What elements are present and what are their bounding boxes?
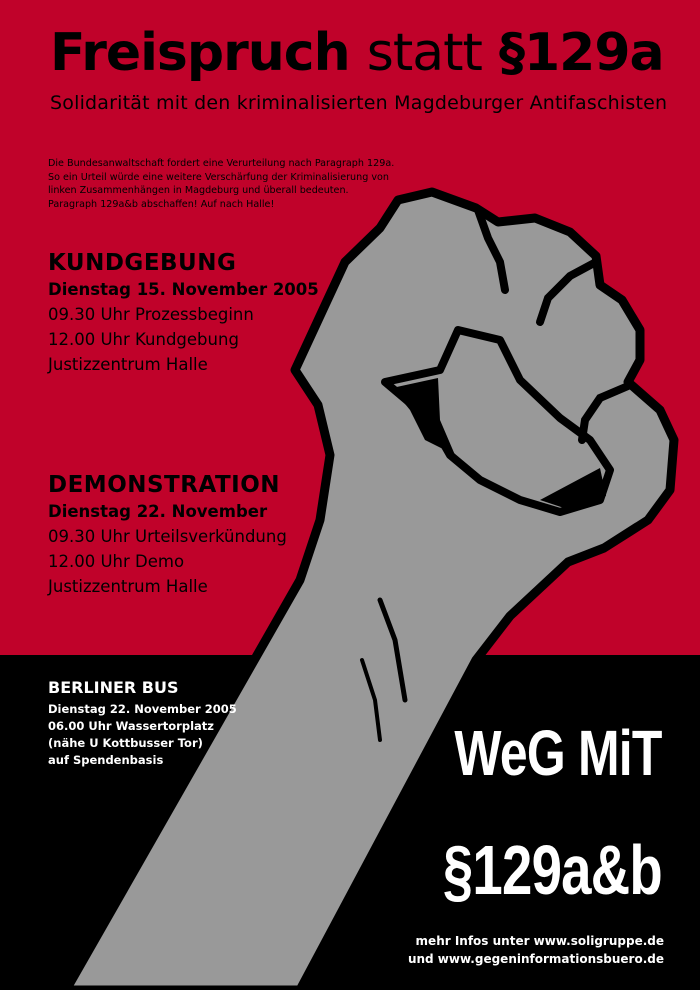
demonstration-line: 09.30 Uhr Urteilsverkündung [48,527,287,546]
footer-line: mehr Infos unter www.soligruppe.de [415,934,664,948]
page-title [50,22,664,84]
kundgebung-heading: KUNDGEBUNG [48,250,237,276]
intro-text [48,157,448,211]
bus-line: 06.00 Uhr Wassertorplatz [48,719,214,733]
slogan-line-2: §129a&b [442,831,662,909]
title-bold-2: §129a [498,23,664,83]
footer-info [408,932,664,968]
demonstration-line: Justizzentrum Halle [48,577,208,596]
bus-line: auf Spendenbasis [48,753,164,767]
demonstration-line: 12.00 Uhr Demo [48,552,185,571]
demonstration-heading: DEMONSTRATION [48,472,281,498]
kundgebung-date: Dienstag 15. November 2005 [48,280,319,299]
footer-line: und www.gegeninformationsbuero.de [407,952,664,966]
slogan-line-1: WeG MiT [454,717,662,789]
bus-line: (nähe U Kottbusser Tor) [48,736,203,750]
bus-section [48,677,237,769]
intro-line: Paragraph 129a&b abschaffen! Auf nach Halle! [48,198,275,210]
kundgebung-line: 12.00 Uhr Kundgebung [48,330,239,349]
page-subtitle: Solidarität mit den kriminalisierten Magdeburger Antifaschisten [50,92,668,114]
kundgebung-line: 09.30 Uhr Prozessbeginn [48,305,254,324]
bus-line: Dienstag 22. November 2005 [48,702,237,716]
intro-line: Die Bundesanwaltschaft fordert eine Verurteilung nach Paragraph 129a. [48,158,395,169]
title-light: statt [366,23,482,83]
demonstration-date: Dienstag 22. November [48,502,268,521]
intro-line: linken Zusammenhängen in Magdeburg und überall bedeuten. [48,185,349,196]
demonstration-section [48,470,287,599]
intro-line: So ein Urteil würde eine weitere Verschärfung der Kriminalisierung von [48,171,389,183]
kundgebung-line: Justizzentrum Halle [48,355,208,374]
bus-heading: BERLINER BUS [48,678,179,697]
kundgebung-section [48,248,319,377]
title-bold: Freispruch [50,23,350,83]
